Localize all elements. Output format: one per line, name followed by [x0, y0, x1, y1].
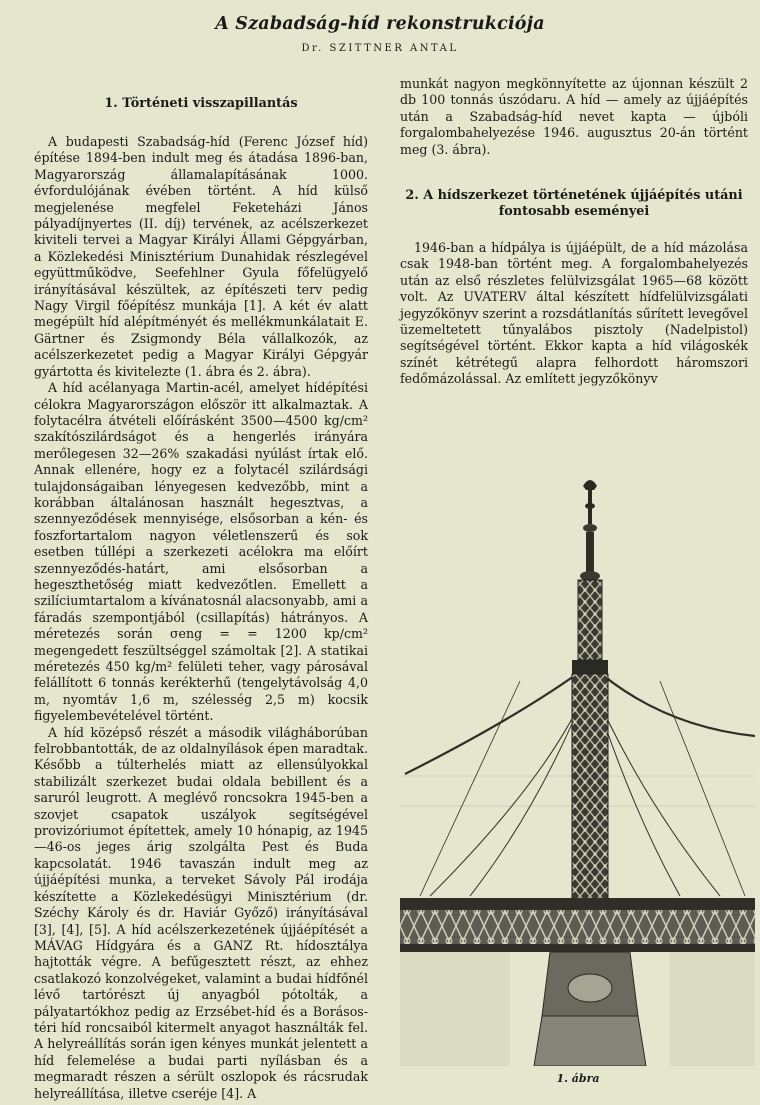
article-author: Dr. SZITTNER ANTAL	[301, 43, 459, 54]
right-column	[400, 76, 748, 388]
section-1-paragraph-1: A budapesti Szabadság-híd (Ferenc József híd) építése 1894-ben indult meg és átadása 1896-ban, Magyarország államalapításának 1000. évfordulójának évében történt. A híd külső megjelenése megfelel Feketeházi János pályadíjnyertes (II. díj) tervének, az acélszerkezet kiviteli tervei a Magyar Királyi Állami Gépgyárban, a Közlekedési Minisztérium Dunahidak részlegével együttműködve, Seefehlner Gyula főfelügyelő irányításával készültek, az építészeti terv pedig Nagy Virgil főépítész munkája [1]. A két év alatt megépült híd alépítményét és mellékmunkálatait E. Gärtner és Zsigmondy Béla vállalkozók, az acélszerkezetet pedig a Magyar Királyi Gépgyár gyártotta és kivitelezte (1. ábra és 2. ábra).	[34, 134, 368, 379]
figure-caption: 1. ábra	[556, 1072, 600, 1085]
bridge-pylon-photo	[400, 476, 755, 1066]
left-column	[34, 96, 368, 1102]
continued-paragraph: munkát nagyon megkönnyítette az újonnan készült 2 db 100 tonnás úszódaru. A híd — amely az újjáépítés után a Szabadság-híd nevet kapta — újbóli forgalombahelyezése 1946. augusztus 20-án történt meg (3. ábra).	[400, 76, 748, 157]
section-2-heading: 2. A hídszerkezet történetének újjáépítés utáni fontosabb eseményei	[405, 188, 743, 220]
section-1-paragraph-2: A híd acélanyaga Martin-acél, amelyet hídépítési célokra Magyarországon először itt alkalmaztak. A folytacélra átvételi előírásként 3500—4500 kg/cm² szakítószilárdságot és a hengerlés irányára merőlegesen 32—26% szakadási nyúlást írtak elő. Annak ellenére, hogy ez a folytacél szilárdsági tulajdonságaiban lényegesen kedvezőbb, mint a korábban általánosan használt hegesztvas, a szennyeződések mennyisége, elsősorban a kén- és foszfortartalom nagyon véletlenszerű és sok esetben túllépi a szerkezeti acélokra ma előírt szennyeződés-határt, ami elsősorban a hegeszthetőség miatt kedvezőtlen. Emellett a szilíciumtartalom a kívánatosnál alacsonyabb, ami a fáradás szempontjából (csillapítás) hátrányos. A méretezés során σeng = = 1200 kp/cm² megengedett feszültséggel számoltak [2]. A statikai méretezés 450 kg/m² felületi teher, vagy párosával felállított 6 tonnás kerékterhű (tengelytávolság 4,0 m, nyomtáv 1,6 m, szélesség 2,5 m) kocsik figyelembevételével történt.	[34, 380, 368, 724]
section-1-paragraph-3: A híd középső részét a második világháborúban felrobbantották, de az oldalnyílások épen maradtak. Később a túlterhelés miatt az ellensúlyokkal stabilizált szerkezet budai oldala bebillent és a saruról leugrott. A meglévő roncsokra 1945-ben a szovjet csapatok uszályok segítségével provizóriumot építettek, amely 10 hónapig, az 1945—46-os jeges árig szolgálta Pest és Buda kapcsolatát. 1946 tavaszán indult meg az újjáépítési munka, a terveket Sávoly Pál irodája készítette a Közlekedésügyi Minisztérium (dr. Széchy Károly és dr. Haviár Győző) irányításával [3], [4], [5]. A híd acélszerkezetének újjáépítését a MÁVAG Hídgyára és a GANZ Rt. hídosztálya hajtották végre. A befűgesztett részt, az ehhez csatlakozó konzolvégeket, valamint a budai hídfőnél lévő tartórészt új anyagból pótolták, a pályatartókhoz pedig az Erzsébet-híd és a Borásos-téri híd roncsaiból kitermelt anyagot használták fel. A helyreállítás során igen kényes munkát jelentett a híd felemelése a budai parti nyílásban és a megmaradt részen a sérült oszlopok és rácsrudak helyreállítása, illetve cseréje [4]. A	[34, 724, 368, 1101]
section-1-heading: 1. Történeti visszapillantás	[104, 96, 298, 111]
article-title: A Szabadság-híd rekonstrukciója	[215, 14, 545, 34]
section-2-paragraph: 1946-ban a hídpálya is újjáépült, de a híd mázolása csak 1948-ban történt meg. A forgalombahelyezés után az első részletes felülvizsgálat 1965—68 között volt. Az UVATERV által készített hídfelülvizsgálati jegyzőkönyv szerint a rozsdátlanítás sűrített levegővel üzemeltetett tűnyalábos pisztoly (Nadelpistol) segítségével történt. Ekkor kapta a híd világoskék színét kétrétegű alapra felhordott háromszori fedőmázolással. Az említett jegyzőkönyv	[400, 240, 748, 387]
